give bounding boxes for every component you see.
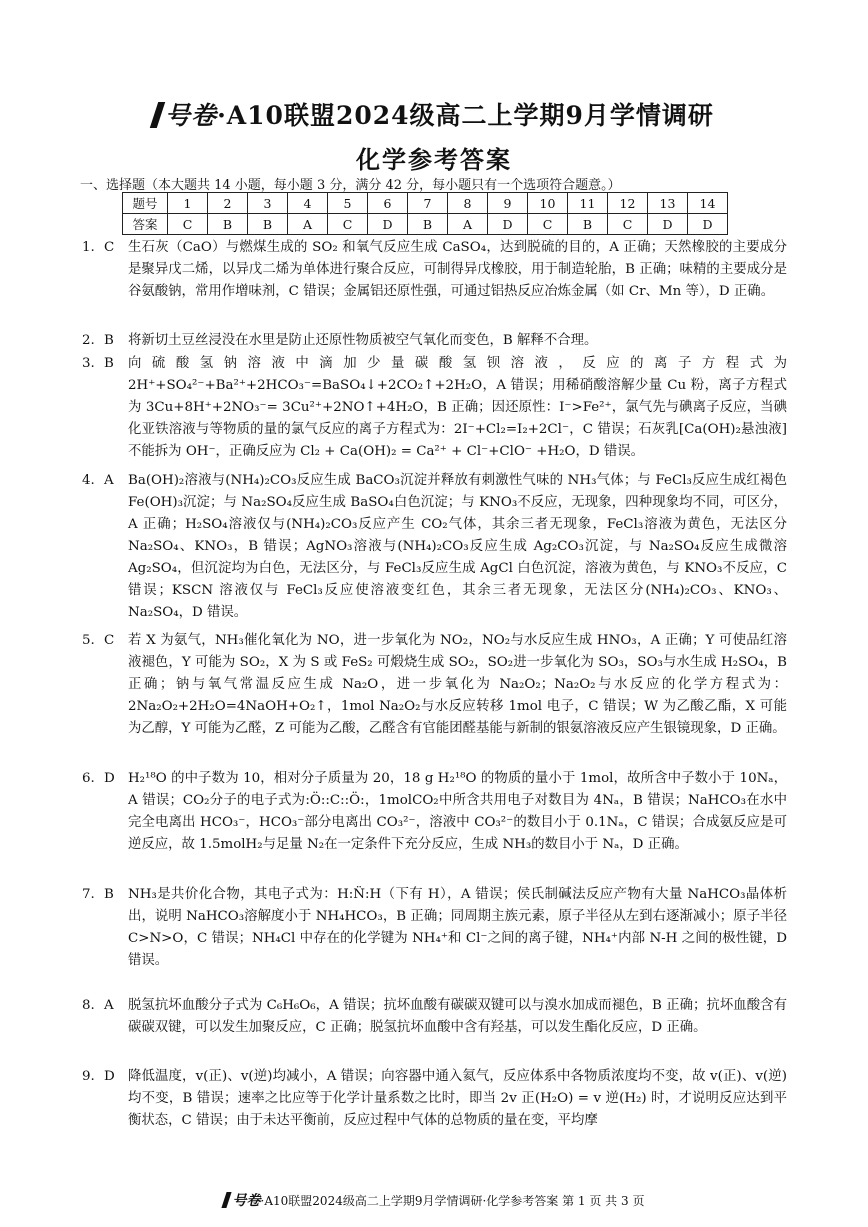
question-number-cell: 6 (368, 193, 408, 214)
question-answer: C (104, 633, 115, 648)
explanation-8 (82, 995, 787, 1039)
explanation-3 (82, 353, 787, 463)
question-number: 4. (82, 473, 95, 488)
answer-cell: D (648, 214, 688, 235)
brand-logo-bar (221, 1192, 231, 1208)
question-number: 6. (82, 771, 95, 786)
row-label-answer: 答案 (123, 214, 168, 235)
question-answer: A (104, 473, 114, 488)
question-number: 7. (82, 887, 95, 902)
question-number-cell: 10 (528, 193, 568, 214)
question-number-cell: 3 (248, 193, 288, 214)
question-number: 5. (82, 633, 95, 648)
question-answer: B (104, 356, 114, 371)
explanation-9 (82, 1066, 787, 1132)
page-title (0, 96, 868, 132)
explanation-text: 生石灰（CaO）与燃煤生成的 SO₂ 和氧气反应生成 CaSO₄，达到脱硫的目的，A 正确；天然橡胶的主要成分是聚异戊二烯，以异戊二烯为单体进行聚合反应，可制得异戊橡胶，用于制造轮胎，B 正确；味精的主要成分是谷氨酸钠，常用作增味剂，C 错误；金属铝还原性强，可通过铝热反应冶炼金属（如 Cr、Mn 等），D 正确。 (128, 240, 787, 299)
answer-cell: A (288, 214, 328, 235)
brand-logo-text: 号卷 (232, 1193, 261, 1209)
answer-table-answer-row (123, 214, 728, 235)
answer-cell: C (328, 214, 368, 235)
question-answer: C (104, 240, 115, 255)
explanation-7 (82, 884, 787, 972)
question-number: 8. (82, 998, 95, 1013)
answer-cell: B (248, 214, 288, 235)
answer-cell: B (408, 214, 448, 235)
question-number-cell: 4 (288, 193, 328, 214)
explanation-text: 若 X 为氨气，NH₃催化氧化为 NO，进一步氧化为 NO₂，NO₂与水反应生成 HNO₃，A 正确；Y 可使品红溶液褪色，Y 可能为 SO₂，X 为 S 或 FeS₂ 可煅烧生成 SO₂，SO₂进一步氧化为 SO₃，SO₃与水生成 H₂SO₄，B 正确；钠与氧气常温反应生成 Na₂O，进一步氧化为 Na₂O₂；Na₂O₂与水反应的化学方程式为：2Na₂O₂+2H₂O=4NaOH+O₂↑，1mol Na₂O₂与水反应转移 1mol 电子，C 错误；W 为乙酸乙酯，X 可能为乙醇，Y 可能为乙醛，Z 可能为乙酸，乙醛含有官能团醛基能与新制的银氨溶液反应产生银镜现象，D 正确。 (128, 633, 787, 736)
question-answer: B (104, 333, 114, 348)
question-number-cell: 12 (608, 193, 648, 214)
answer-table-number-row (123, 193, 728, 214)
question-number-cell: 13 (648, 193, 688, 214)
answer-cell: A (448, 214, 488, 235)
answer-table (122, 192, 728, 235)
row-label-number: 题号 (123, 193, 168, 214)
answer-cell: B (568, 214, 608, 235)
explanation-text: 将新切土豆丝浸没在水里是防止还原性物质被空气氧化而变色，B 解释不合理。 (128, 333, 598, 348)
question-number: 9. (82, 1069, 95, 1084)
question-answer: D (104, 1069, 115, 1084)
section-heading: 一、选择题（本大题共 14 小题，每小题 3 分，满分 42 分，每小题只有一个选项符合题意。） (80, 178, 621, 193)
exam-title: ·A10联盟2024级高二上学期9月学情调研 (217, 101, 714, 130)
page-subtitle: 化学参考答案 (356, 145, 512, 174)
explanation-2 (82, 330, 787, 352)
question-number: 2. (82, 333, 95, 348)
answer-cell: D (488, 214, 528, 235)
answer-cell: C (608, 214, 648, 235)
explanation-6 (82, 768, 787, 856)
explanation-text: 脱氢抗坏血酸分子式为 C₆H₆O₆，A 错误；抗坏血酸有碳碳双键可以与溴水加成而褪色，B 正确；抗坏血酸含有碳碳双键，可以发生加聚反应，C 正确；脱氢抗坏血酸中含有羟基，可以发生酯化反应，D 正确。 (128, 998, 787, 1035)
question-number: 3. (82, 356, 95, 371)
question-number: 1. (82, 240, 95, 255)
question-number-cell: 14 (688, 193, 728, 214)
question-answer: B (104, 887, 114, 902)
footer-text: ·A10联盟2024级高二上学期9月学情调研·化学参考答案 第 1 页 共 3 页 (260, 1194, 645, 1208)
explanation-text: Ba(OH)₂溶液与(NH₄)₂CO₃反应生成 BaCO₃沉淀并释放有刺激性气味的 NH₃气体；与 FeCl₃反应生成红褐色 Fe(OH)₃沉淀；与 Na₂SO₄反应生成 BaSO₄白色沉淀；与 KNO₃不反应，无现象，四种现象均不同，可区分，A 正确；H₂SO₄溶液仅与(NH₄)₂CO₃反应产生 CO₂气体，其余三者无现象，FeCl₃溶液为黄色，无法区分 Na₂SO₄、KNO₃，B 错误；AgNO₃溶液与(NH₄)₂CO₃反应生成 Ag₂CO₃沉淀，与 Na₂SO₄反应生成微溶 Ag₂SO₄，但沉淀均为白色，无法区分，与 FeCl₃反应生成 AgCl 白色沉淀，溶液为黄色，与 KNO₃不反应，C 错误；KSCN 溶液仅与 FeCl₃反应使溶液变红色，其余三者无现象，无法区分(NH₄)₂CO₃、KNO₃、Na₂SO₄，D 错误。 (128, 473, 787, 620)
question-number-cell: 7 (408, 193, 448, 214)
question-number-cell: 5 (328, 193, 368, 214)
explanation-text: 向硫酸氢钠溶液中滴加少量碳酸氢钡溶液，反应的离子方程式为 2H⁺+SO₄²⁻+Ba²⁺+2HCO₃⁻=BaSO₄↓+2CO₂↑+2H₂O，A 错误；用稀硝酸溶解少量 Cu 粉，离子方程式为 3Cu+8H⁺+2NO₃⁻= 3Cu²⁺+2NO↑+4H₂O，B 正确；因还原性：I⁻>Fe²⁺，氯气先与碘离子反应，当碘化亚铁溶液与等物质的量的氯气反应的离子方程式为：2I⁻+Cl₂=I₂+2Cl⁻，C 错误；石灰乳[Ca(OH)₂悬浊液]不能拆为 OH⁻，正确反应为 Cl₂ + Ca(OH)₂ = Ca²⁺ + Cl⁻+ClO⁻ +H₂O，D 错误。 (128, 356, 787, 459)
question-number-cell: 1 (168, 193, 208, 214)
brand-logo-bar (150, 102, 165, 128)
explanation-4 (82, 470, 787, 624)
explanation-text: NH₃是共价化合物，其电子式为：H:N̈:H（下有 H），A 错误；侯氏制碱法反应产物有大量 NaHCO₃晶体析出，说明 NaHCO₃溶解度小于 NH₄HCO₃，B 正确；同周期主族元素，原子半径从左到右逐渐减小；原子半径 C>N>O，C 错误；NH₄Cl 中存在的化学键为 NH₄⁺和 Cl⁻之间的离子键，NH₄⁺内部 N-H 之间的极性键，D 错误。 (128, 887, 787, 968)
explanation-1 (82, 237, 787, 303)
question-number-cell: 11 (568, 193, 608, 214)
brand-logo-text: 号卷 (165, 101, 218, 130)
answer-cell: D (688, 214, 728, 235)
question-answer: D (104, 771, 115, 786)
question-number-cell: 9 (488, 193, 528, 214)
answer-cell: C (168, 214, 208, 235)
question-number-cell: 8 (448, 193, 488, 214)
answer-cell: B (208, 214, 248, 235)
explanation-5 (82, 630, 787, 740)
question-answer: A (104, 998, 114, 1013)
explanation-text: H₂¹⁸O 的中子数为 10，相对分子质量为 20，18 g H₂¹⁸O 的物质的量小于 1mol，故所含中子数小于 10Nₐ，A 错误；CO₂分子的电子式为:Ö::C::Ö:，1molCO₂中所含共用电子对数目为 4Nₐ，B 错误；NaHCO₃在水中完全电离出 HCO₃⁻，HCO₃⁻部分电离出 CO₃²⁻，溶液中 CO₃²⁻的数目小于 0.1Nₐ，C 错误；合成氨反应是可逆反应，故 1.5molH₂与足量 N₂在一定条件下充分反应，生成 NH₃的数目小于 Nₐ，D 正确。 (128, 771, 787, 852)
question-number-cell: 2 (208, 193, 248, 214)
page-footer (0, 1190, 868, 1210)
answer-cell: C (528, 214, 568, 235)
explanation-text: 降低温度，v(正)、v(逆)均减小，A 错误；向容器中通入氦气，反应体系中各物质浓度均不变，故 v(正)、v(逆)均不变，B 错误；速率之比应等于化学计量系数之比时，即当 2v 正(H₂O) = v 逆(H₂) 时，才说明反应达到平衡状态，C 错误；由于未达平衡前，反应过程中气体的总物质的量在变，平均摩 (128, 1069, 787, 1128)
answer-cell: D (368, 214, 408, 235)
